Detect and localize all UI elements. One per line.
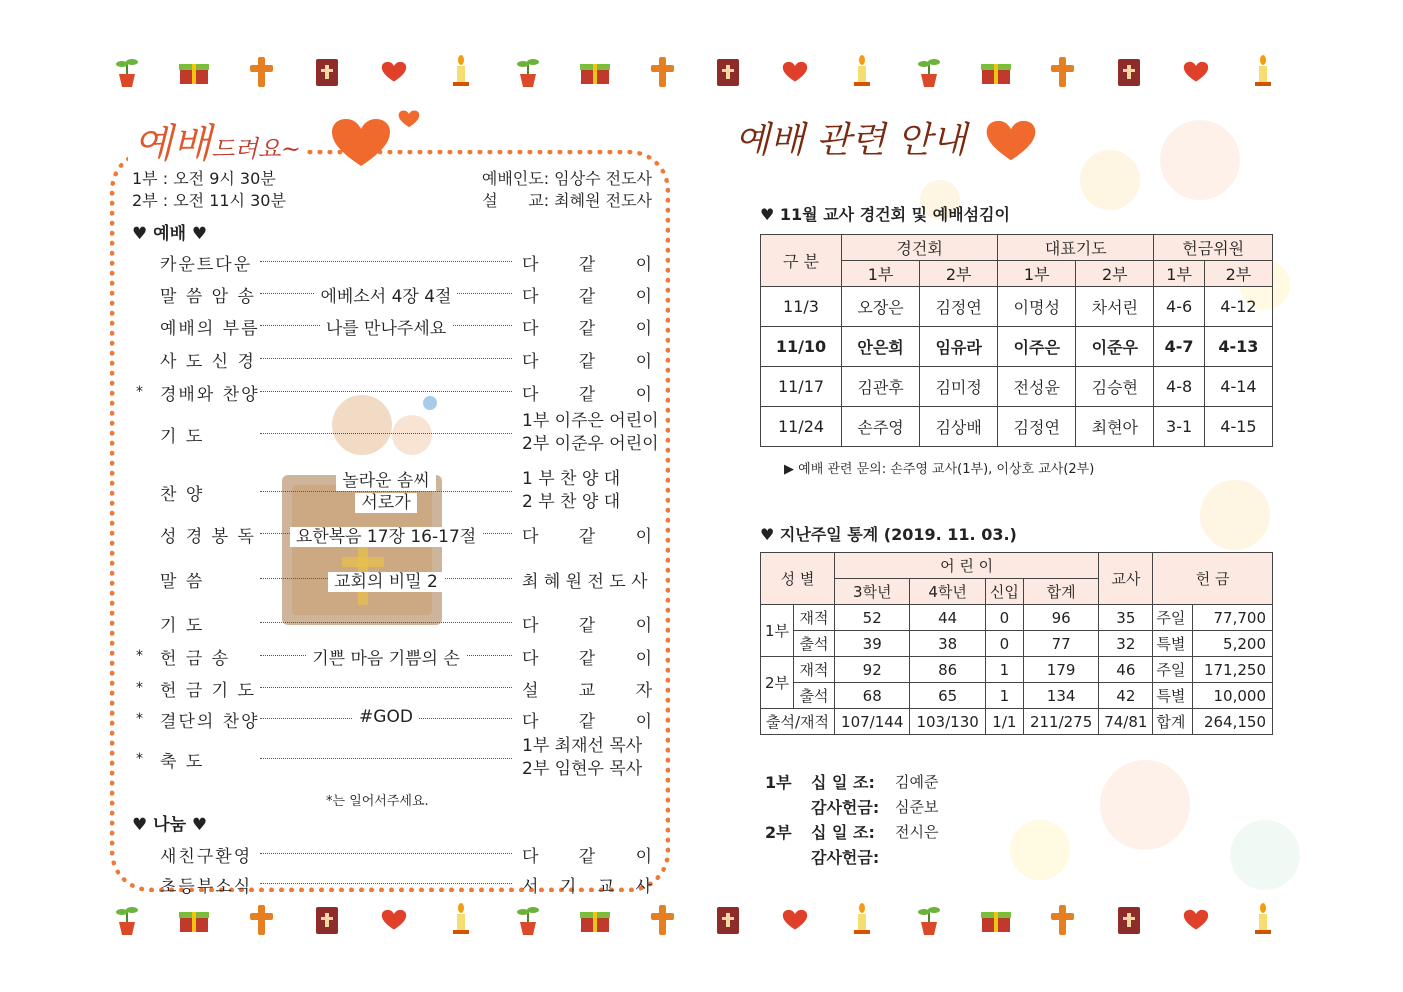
- leader-line: 2부 임현우 목사: [522, 759, 643, 779]
- bible-icon: [711, 903, 745, 937]
- col-header-date: 구 분: [761, 235, 842, 287]
- gift-icon: [979, 55, 1013, 89]
- leader-dots: [260, 433, 512, 434]
- leader-text: 같: [578, 385, 596, 405]
- right-title: 예배 관련 안내: [735, 120, 967, 161]
- teacher-schedule-heading: ♥ 11월 교사 경건회 및 예배섬김이: [760, 205, 1010, 224]
- leader-text: 자: [635, 681, 652, 701]
- col-header-offering: 헌금위원: [1154, 235, 1273, 261]
- offering-label: 합계: [1153, 709, 1193, 735]
- sub-header: 2부: [920, 261, 998, 287]
- stat-type: 재적: [794, 657, 835, 683]
- schedule-cell: 11/17: [761, 367, 842, 407]
- bokeh-dot: [1230, 820, 1300, 890]
- leader-text: 설: [522, 681, 539, 701]
- col-header-devotion: 경건회: [842, 235, 998, 261]
- col-header-teacher: 교사: [1099, 553, 1153, 605]
- gift-icon: [979, 903, 1013, 937]
- decor-row-bottom: [110, 900, 1280, 940]
- leader-text: 이: [635, 847, 652, 867]
- offering-value: 10,000: [1193, 683, 1273, 709]
- leader-text: 다: [522, 712, 539, 732]
- worship-item-name: 카운트다운: [160, 255, 253, 275]
- tithe-line: [765, 820, 938, 845]
- leader-text: 다: [522, 847, 539, 867]
- leader-dots: [260, 261, 512, 262]
- schedule-cell: 4-8: [1154, 367, 1204, 407]
- schedule-cell: 이준우: [1076, 327, 1154, 367]
- offering-value: 5,200: [1193, 631, 1273, 657]
- left-title-main: 예배: [134, 121, 212, 167]
- total-value: 1/1: [985, 709, 1023, 735]
- bokeh-dot: [1010, 820, 1070, 880]
- offering-total: 264,150: [1193, 709, 1273, 735]
- schedule-cell: 차서린: [1076, 287, 1154, 327]
- worship-item-name: 말 씀: [160, 572, 205, 592]
- bible-icon: [1112, 55, 1146, 89]
- schedule-cell: 이명성: [998, 287, 1076, 327]
- gift-icon: [177, 55, 211, 89]
- bokeh-dot: [1200, 480, 1270, 550]
- leader-text: 사: [635, 877, 652, 897]
- gift-icon: [578, 903, 612, 937]
- sub-header: 3학년: [835, 579, 910, 605]
- worship-item-leader: [522, 644, 652, 669]
- stat-value: 96: [1023, 605, 1098, 631]
- heart-icon: [985, 120, 1037, 162]
- leader-text: 다: [522, 385, 539, 405]
- worship-item-leader: [522, 707, 652, 732]
- sharing-item-name: 새친구환영: [160, 847, 253, 867]
- worship-item-detail: 서로가: [355, 493, 416, 513]
- candle-icon: [845, 903, 879, 937]
- leader-text: 이: [635, 287, 652, 307]
- stat-value: 39: [835, 631, 910, 657]
- leader-text: 이: [635, 319, 652, 339]
- worship-item: [136, 378, 656, 408]
- schedule-cell: 최현아: [1076, 407, 1154, 447]
- sub-header: 2부: [1204, 261, 1272, 287]
- leader-line: 1부 이주은 어린이: [522, 411, 659, 431]
- section-worship-heading: ♥ 예배 ♥: [132, 224, 208, 244]
- tithe-label: 십 일 조:: [811, 823, 875, 842]
- offering-label: 주일: [1153, 657, 1193, 683]
- worship-item-name: 예배의 부름: [160, 319, 260, 339]
- bible-icon: [711, 55, 745, 89]
- stat-type: 재적: [794, 605, 835, 631]
- plant-icon: [511, 903, 545, 937]
- worship-item-leader: [522, 250, 652, 275]
- tithe-part: [765, 845, 811, 870]
- leader-text: 같: [578, 616, 596, 636]
- offering-label: 특별: [1153, 683, 1193, 709]
- heart-icon: [330, 118, 392, 168]
- worship-item-leader: [522, 567, 656, 592]
- standing-mark: *: [136, 680, 143, 696]
- tithe-part: 1부: [765, 773, 792, 792]
- worship-item: [136, 469, 656, 513]
- worship-item-name: 헌 금 기 도: [160, 681, 256, 701]
- worship-item-name: 찬 양: [160, 485, 205, 505]
- leader-text: 같: [578, 712, 596, 732]
- standing-mark: *: [136, 384, 143, 400]
- schedule-row: [761, 327, 1273, 367]
- stat-value: 52: [835, 605, 910, 631]
- sub-header: 신입: [985, 579, 1023, 605]
- tithe-label: 십 일 조:: [811, 773, 875, 792]
- total-value: 211/275: [1023, 709, 1098, 735]
- leader-dots: [260, 758, 512, 759]
- tithe-name: 전시은: [895, 823, 939, 841]
- offering-value: 171,250: [1193, 657, 1273, 683]
- preacher: 설 교: 최혜원 전도사: [482, 191, 652, 210]
- standing-mark: *: [136, 711, 143, 727]
- left-title: [128, 112, 307, 169]
- heart-icon: [377, 55, 411, 89]
- col-header-prayer: 대표기도: [998, 235, 1154, 261]
- stats-total-row: [761, 709, 1273, 735]
- worship-item-detail: 기쁜 마음 기쁨의 손: [306, 649, 466, 669]
- heart-icon: [377, 903, 411, 937]
- schedule-cell: 손주영: [842, 407, 920, 447]
- worship-item: [136, 565, 656, 595]
- worship-item-name: 사 도 신 경: [160, 352, 256, 372]
- stat-value: 179: [1023, 657, 1098, 683]
- schedule-cell: 4-14: [1204, 367, 1272, 407]
- worship-item-detail: 에베소서 4장 4절: [315, 287, 458, 307]
- stat-value: 0: [985, 631, 1023, 657]
- leader-text: 같: [578, 649, 596, 669]
- worship-item-name: 헌 금 송: [160, 649, 231, 669]
- worship-item-detail: 나를 만나주세요: [320, 319, 452, 339]
- candle-icon: [1246, 903, 1280, 937]
- worship-item: [136, 411, 659, 454]
- worship-item-leader: [522, 735, 662, 781]
- leader-text: 이: [635, 255, 652, 275]
- gift-icon: [578, 55, 612, 89]
- schedule-cell: 임유라: [920, 327, 998, 367]
- leader-text: 교: [578, 681, 596, 701]
- leader-text: 다: [522, 352, 539, 372]
- standing-note: *는 일어서주세요.: [326, 794, 429, 809]
- worship-item-name: 축 도: [160, 752, 205, 772]
- sub-header: 1부: [998, 261, 1076, 287]
- leader-text: 서: [522, 877, 539, 897]
- worship-item-leader: [522, 282, 652, 307]
- worship-item: [136, 674, 656, 704]
- tithe-line: [765, 845, 938, 870]
- leader-text: 이: [635, 385, 652, 405]
- stats-row: [761, 631, 1273, 657]
- service-times: [132, 168, 286, 212]
- stat-value: 92: [835, 657, 910, 683]
- stat-type: 출석: [794, 631, 835, 657]
- bokeh-dot: [1100, 760, 1190, 850]
- stat-value: 134: [1023, 683, 1098, 709]
- col-header-children: 어 린 이: [835, 553, 1099, 579]
- stat-value: 35: [1099, 605, 1153, 631]
- sub-header: 2부: [1076, 261, 1154, 287]
- worship-item-name: 성 경 봉 독: [160, 527, 256, 547]
- leader-dots: [260, 622, 512, 623]
- total-label: 출석/재적: [761, 709, 835, 735]
- schedule-cell: 4-15: [1204, 407, 1272, 447]
- heart-icon: [1179, 55, 1213, 89]
- leader-text: 이: [635, 712, 652, 732]
- candle-icon: [845, 55, 879, 89]
- plant-icon: [110, 55, 144, 89]
- sub-header: 합계: [1023, 579, 1098, 605]
- bible-icon: [1112, 903, 1146, 937]
- leader-dots: [260, 358, 512, 359]
- worship-item-leader: [522, 676, 652, 701]
- worship-item: [136, 642, 656, 672]
- tithe-line: [765, 770, 938, 795]
- worship-item: [136, 736, 656, 779]
- cross-icon: [244, 903, 278, 937]
- stat-value: 42: [1099, 683, 1153, 709]
- left-title-small: 드려요~: [211, 135, 301, 163]
- worship-item: [136, 280, 656, 310]
- cross-icon: [645, 55, 679, 89]
- leader-text: 이: [635, 616, 652, 636]
- leader-dots: [260, 687, 512, 688]
- total-value: 74/81: [1099, 709, 1153, 735]
- schedule-cell: 김정연: [998, 407, 1076, 447]
- stat-value: 46: [1099, 657, 1153, 683]
- schedule-cell: 김미정: [920, 367, 998, 407]
- section-sharing-heading: ♥ 나눔 ♥: [132, 815, 208, 835]
- schedule-cell: 4-13: [1204, 327, 1272, 367]
- stat-value: 1: [985, 657, 1023, 683]
- leader-text: 최 혜 원 전 도 사: [522, 572, 648, 592]
- leader-text: 같: [578, 287, 596, 307]
- worship-item-leader: [522, 314, 652, 339]
- stat-value: 32: [1099, 631, 1153, 657]
- stat-value: 68: [835, 683, 910, 709]
- sharing-item: [136, 840, 656, 870]
- tithe-name: 심준보: [895, 798, 939, 816]
- leader-text: 다: [522, 319, 539, 339]
- plant-icon: [110, 903, 144, 937]
- cross-icon: [1045, 903, 1079, 937]
- offering-label: 주일: [1153, 605, 1193, 631]
- stats-row: [761, 657, 1273, 683]
- worship-item-name: 경배와 찬양: [160, 385, 260, 405]
- schedule-cell: 김관후: [842, 367, 920, 407]
- attendance-stats-table: [760, 552, 1273, 735]
- worship-item-leader: [522, 347, 652, 372]
- offering-label: 특별: [1153, 631, 1193, 657]
- sub-header: 4학년: [910, 579, 985, 605]
- leader-text: 이: [635, 527, 652, 547]
- plant-icon: [912, 903, 946, 937]
- schedule-cell: 11/10: [761, 327, 842, 367]
- tithe-part: 2부: [765, 823, 792, 842]
- schedule-cell: 11/24: [761, 407, 842, 447]
- heart-icon: [398, 110, 420, 128]
- worship-item: [136, 248, 656, 278]
- col-header-gender: 성 별: [761, 553, 835, 605]
- schedule-row: [761, 407, 1273, 447]
- tithe-label: 감사헌금:: [811, 848, 880, 867]
- part-label: 1부: [761, 605, 794, 657]
- candle-icon: [444, 55, 478, 89]
- schedule-cell: 오장은: [842, 287, 920, 327]
- worship-item-leader: [522, 410, 662, 456]
- heart-icon: [778, 55, 812, 89]
- sharing-item-leader: [522, 842, 652, 867]
- leader-text: 다: [522, 255, 539, 275]
- schedule-cell: 4-12: [1204, 287, 1272, 327]
- worship-item-name: 기 도: [160, 616, 205, 636]
- worship-inquiry: ▶ 예배 관련 문의: 손주영 교사(1부), 이상호 교사(2부): [784, 462, 1095, 477]
- cross-icon: [244, 55, 278, 89]
- schedule-cell: 이주은: [998, 327, 1076, 367]
- leader-line: 2부 이준우 어린이: [522, 434, 659, 454]
- schedule-cell: 김정연: [920, 287, 998, 327]
- worship-item-name: 결단의 찬양: [160, 712, 260, 732]
- schedule-row: [761, 287, 1273, 327]
- total-value: 103/130: [910, 709, 985, 735]
- schedule-cell: 4-6: [1154, 287, 1204, 327]
- leader-dots: [260, 391, 512, 392]
- schedule-cell: 11/3: [761, 287, 842, 327]
- leader-text: 같: [578, 847, 596, 867]
- leader-text: 기: [559, 877, 577, 897]
- sub-header: 1부: [842, 261, 920, 287]
- stat-value: 0: [985, 605, 1023, 631]
- teacher-schedule-table: [760, 234, 1273, 447]
- total-value: 107/144: [835, 709, 910, 735]
- stat-value: 38: [910, 631, 985, 657]
- leader-dots: [260, 883, 512, 884]
- bible-icon: [310, 55, 344, 89]
- leader-line: 1 부 찬 양 대: [522, 469, 621, 489]
- worship-item: [136, 312, 656, 342]
- worship-item: [136, 520, 656, 550]
- standing-mark: *: [136, 648, 143, 664]
- stats-row: [761, 605, 1273, 631]
- schedule-cell: 안은희: [842, 327, 920, 367]
- candle-icon: [444, 903, 478, 937]
- worship-item: [136, 609, 656, 639]
- schedule-cell: 3-1: [1154, 407, 1204, 447]
- plant-icon: [912, 55, 946, 89]
- stats-heading: ♥ 지난주일 통계 (2019. 11. 03.): [760, 525, 1017, 544]
- leader-text: 같: [578, 319, 596, 339]
- sub-header: 1부: [1154, 261, 1204, 287]
- standing-mark: *: [136, 751, 143, 767]
- bokeh-dot: [1080, 150, 1140, 210]
- leader-text: 이: [635, 649, 652, 669]
- tithe-list: [765, 770, 938, 870]
- leader-text: 같: [578, 255, 596, 275]
- worship-item-detail: 요한복음 17장 16-17절: [290, 527, 482, 547]
- worship-item-name: 말 씀 암 송: [160, 287, 256, 307]
- leader-text: 교: [597, 877, 615, 897]
- leader-text: 이: [635, 352, 652, 372]
- sharing-item-leader: [522, 872, 652, 897]
- schedule-cell: 전성윤: [998, 367, 1076, 407]
- tithe-label: 감사헌금:: [811, 798, 880, 817]
- bible-icon: [310, 903, 344, 937]
- schedule-cell: 김상배: [920, 407, 998, 447]
- worship-item: [136, 345, 656, 375]
- stat-value: 44: [910, 605, 985, 631]
- leader-text: 다: [522, 527, 539, 547]
- schedule-row: [761, 367, 1273, 407]
- heart-icon: [778, 903, 812, 937]
- part-label: 2부: [761, 657, 794, 709]
- heart-icon: [1179, 903, 1213, 937]
- leader-text: 다: [522, 287, 539, 307]
- worship-item-detail: #GOD: [353, 707, 419, 727]
- worship-item-leader: [522, 468, 662, 514]
- worship-item-detail: 교회의 비밀 2: [328, 572, 444, 592]
- sharing-item-name: 초등부소식: [160, 877, 253, 897]
- tithe-part: [765, 795, 811, 820]
- stat-value: 1: [985, 683, 1023, 709]
- leader-line: 1부 최재선 목사: [522, 736, 643, 756]
- leader-line: 2 부 찬 양 대: [522, 492, 621, 512]
- cross-icon: [1045, 55, 1079, 89]
- worship-item-detail: 놀라운 솜씨: [336, 471, 436, 491]
- service-time-1: 1부 : 오전 9시 30분: [132, 169, 276, 188]
- worship-item-leader: [522, 611, 652, 636]
- col-header-offering: 헌 금: [1153, 553, 1273, 605]
- candle-icon: [1246, 55, 1280, 89]
- tithe-line: [765, 795, 938, 820]
- worship-item-name: 기 도: [160, 427, 205, 447]
- stats-row: [761, 683, 1273, 709]
- plant-icon: [511, 55, 545, 89]
- stat-type: 출석: [794, 683, 835, 709]
- leader-text: 같: [578, 352, 596, 372]
- decor-row-top: [110, 52, 1280, 92]
- service-time-2: 2부 : 오전 11시 30분: [132, 191, 286, 210]
- cross-icon: [645, 903, 679, 937]
- leader-text: 같: [578, 527, 596, 547]
- stat-value: 86: [910, 657, 985, 683]
- bokeh-dot: [1160, 120, 1240, 200]
- leader-text: 다: [522, 649, 539, 669]
- tithe-name: 김예준: [895, 773, 939, 791]
- worship-item-leader: [522, 522, 652, 547]
- worship-leader: 예배인도: 임상수 전도사: [481, 169, 652, 188]
- leader-text: 다: [522, 616, 539, 636]
- sharing-item: [136, 870, 656, 900]
- gift-icon: [177, 903, 211, 937]
- service-leaders: [462, 168, 652, 212]
- offering-value: 77,700: [1193, 605, 1273, 631]
- stat-value: 77: [1023, 631, 1098, 657]
- leader-dots: [260, 853, 512, 854]
- worship-item-leader: [522, 380, 652, 405]
- worship-item: [136, 705, 656, 735]
- schedule-cell: 김승현: [1076, 367, 1154, 407]
- schedule-cell: 4-7: [1154, 327, 1204, 367]
- stat-value: 65: [910, 683, 985, 709]
